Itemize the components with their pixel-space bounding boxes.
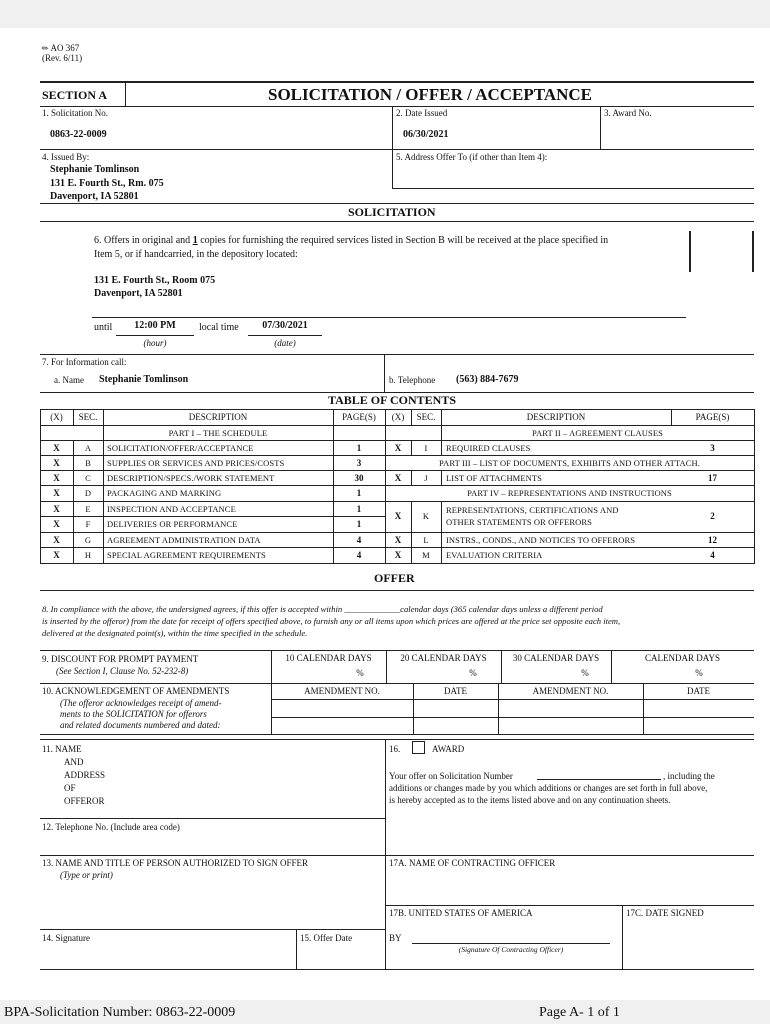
discount-30-days: 30 CALENDAR DAYS [512,653,600,663]
award-text-line1a: Your offer on Solicitation Number [389,771,513,781]
toc-col-pages: PAGE(S) [342,412,376,422]
date-value[interactable]: 07/30/2021 [262,320,308,331]
rule [40,855,754,856]
amendments-sub3: and related documents numbered and dated: [60,720,221,730]
divider [671,409,672,425]
divider [643,683,644,734]
rule [40,149,754,150]
rule [392,188,754,189]
rule [40,563,754,564]
copies-count: 1 [192,235,198,246]
rule [40,969,754,970]
rule [40,470,754,471]
rule [40,106,754,107]
divider [73,409,74,425]
officer-signature-caption: (Signature Of Contracting Officer) [458,945,564,954]
rule [40,734,754,735]
discount-10-pct[interactable]: % [356,668,364,678]
offeror-telephone-label: 12. Telephone No. (Include area code) [42,822,180,832]
award-number: 16. [389,744,401,754]
rule [40,929,385,930]
amendments-sub1: (The offeror acknowledges receipt of amend- [60,698,222,708]
rule [116,335,194,336]
amendments-label: 10. ACKNOWLEDGEMENT OF AMENDMENTS [42,686,230,696]
divider [392,106,393,188]
item8-line1: 8. In compliance with the above, the undersigned agrees, if this offer is accepted within _____________calendar days (365 calendar days unless a different period [42,604,603,614]
depository-city: Davenport, IA 52801 [94,288,183,299]
toc-part2: PART II – AGREEMENT CLAUSES [532,428,663,438]
info-name-value: Stephanie Tomlinson [99,374,189,385]
divider [103,409,104,564]
section-label: SECTION A [42,88,108,102]
divider [441,409,442,455]
offeror-name-label: 11. NAME [42,744,82,754]
discount-label: 9. DISCOUNT FOR PROMPT PAYMENT [42,654,199,664]
amendment-no-col1: AMENDMENT NO. [304,686,380,696]
until-label: until [94,322,113,333]
hour-value[interactable]: 12:00 PM [134,320,176,331]
rule [248,335,322,336]
rule [40,818,385,819]
rule [271,717,754,718]
solicitation-number-blank[interactable] [537,779,661,780]
issued-by-label: 4. Issued By: [42,152,90,162]
item6-line2: Item 5, or if handcarried, in the depository located: [94,249,298,260]
contracting-officer-label: 17A. NAME OF CONTRACTING OFFICER [389,858,556,868]
amendment-date-col2: DATE [687,686,710,696]
rule [40,683,754,684]
toc-part4: PART IV – REPRESENTATIONS AND INSTRUCTIONS [467,488,672,498]
discount-20-days: 20 CALENDAR DAYS [400,653,487,663]
discount-30-pct[interactable]: % [581,668,589,678]
discount-other-pct[interactable]: % [695,668,703,678]
toc-col-x-right: (X) [391,412,405,422]
date-issued-value[interactable]: 06/30/2021 [403,129,449,140]
item6-line1: 6. Offers in original and 1 copies for furnishing the required services listed in Section B will be received at the place specified in [94,235,609,246]
address-offer-to-label: 5. Address Offer To (if other than Item 4): [396,152,548,162]
form-number: ✎ AO 367 [39,42,80,55]
rule [271,699,754,700]
offer-heading: OFFER [374,571,415,585]
divider [622,905,623,969]
rule [40,501,754,502]
rule [40,221,754,222]
info-telephone-label: b. Telephone [389,375,436,385]
offeror-label: OFFEROR [64,796,105,806]
toc-col-x: (X) [50,412,63,422]
rule [40,440,754,441]
divider [296,929,297,969]
divider [125,82,126,106]
rule [40,547,754,548]
toc-col-sec-right: SEC. [416,412,436,422]
toc-col-pages-right: PAGE(S) [695,412,730,422]
viewer-top-bar [0,0,770,28]
date-signed-label: 17C. DATE SIGNED [626,908,704,918]
issued-by-name: Stephanie Tomlinson [50,164,140,175]
offer-date-label: 15. Offer Date [300,933,353,943]
amendment-no-col2: AMENDMENT NO. [532,686,609,696]
usa-label: 17B. UNITED STATES OF AMERICA [389,908,533,918]
toc-col-sec: SEC. [78,412,98,422]
divider [411,409,412,425]
toc-col-desc: DESCRIPTION [188,412,248,422]
solicitation-no-value[interactable]: 0863-22-0009 [50,129,107,140]
issued-by-street: 131 E. Fourth St., Rm. 075 [50,178,164,189]
rule [40,650,754,651]
rule [40,203,754,204]
award-checkbox[interactable] [412,741,425,754]
discount-sublabel: (See Section I, Clause No. 52-232-8) [56,666,189,676]
award-text-line3: is hereby accepted as to the items listed above and on any continuation sheets. [389,795,671,805]
rule [40,409,754,410]
rule [40,590,754,591]
signature-label: 14. Signature [42,933,90,943]
award-text-line2: additions or changes made by you which additions or changes are set forth in full above, [389,783,708,793]
divider [441,470,442,485]
form-title: SOLICITATION / OFFER / ACCEPTANCE [268,85,592,104]
rule [40,532,754,533]
rule [385,905,754,906]
issued-by-city: Davenport, IA 52801 [50,191,139,202]
pen-icon: ✎ [39,42,51,55]
discount-20-pct[interactable]: % [469,668,477,678]
item8-line3: delivered at the designated point(s), within the time specified in the schedule. [42,628,308,638]
authorized-person-sub: (Type or print) [60,870,113,880]
offeror-of-label: OF [64,783,76,793]
depository-street: 131 E. Fourth St., Room 075 [94,275,216,286]
discount-other-days: CALENDAR DAYS [645,653,720,663]
divider [384,354,385,392]
solicitation-no-label: 1. Solicitation No. [42,108,108,118]
margin-bar [689,231,691,272]
divider [498,683,499,734]
info-telephone-value: (563) 884-7679 [456,374,519,385]
officer-signature-line[interactable] [412,943,610,944]
margin-bar [752,231,754,272]
toc-heading: TABLE OF CONTENTS [328,393,457,407]
divider [600,106,601,149]
info-call-label: 7. For Information call: [42,357,127,367]
authorized-person-label: 13. NAME AND TITLE OF PERSON AUTHORIZED TO SIGN OFFER [42,858,309,868]
divider [413,683,414,734]
award-text-line1b: , including the [663,771,715,781]
offeror-and-label: AND [64,757,84,767]
solicitation-heading: SOLICITATION [348,205,436,219]
toc-part1: PART I – THE SCHEDULE [168,428,268,438]
rule [40,485,754,486]
local-time-label: local time [199,322,239,333]
divider [271,717,272,734]
amendments-sub2: ments to the SOLICITATION for offerors [60,709,207,719]
award-label: AWARD [432,744,465,754]
hour-caption: (hour) [143,338,167,348]
discount-10-days: 10 CALENDAR DAYS [285,653,372,663]
footer-page-number: Page A- 1 of 1 [539,1005,620,1020]
toc-part3: PART III – LIST OF DOCUMENTS, EXHIBITS AND OTHER ATTACH. [439,458,700,468]
item8-line2: is inserted by the offeror) from the date for receipt of offers specified above, to furnish any or all items upon which prices are offered at the price set opposite each item, [42,616,621,626]
rule [40,354,754,355]
rule [40,81,754,83]
footer-solicitation-number: BPA-Solicitation Number: 0863-22-0009 [4,1005,236,1020]
rule [40,425,754,426]
toc-col-desc-right: DESCRIPTION [526,412,586,422]
divider [754,409,755,564]
date-caption: (date) [274,338,296,348]
rule [40,455,754,456]
date-issued-label: 2. Date Issued [396,108,448,118]
rule [40,739,754,740]
offeror-address-label: ADDRESS [64,770,106,780]
info-name-label: a. Name [54,375,84,385]
amendment-date-col1: DATE [444,686,467,696]
rule [40,516,385,517]
divider [385,739,386,969]
by-label: BY [389,933,402,943]
rule [92,317,686,318]
award-no-label: 3. Award No. [604,108,652,118]
form-revision: (Rev. 6/11) [42,53,83,63]
